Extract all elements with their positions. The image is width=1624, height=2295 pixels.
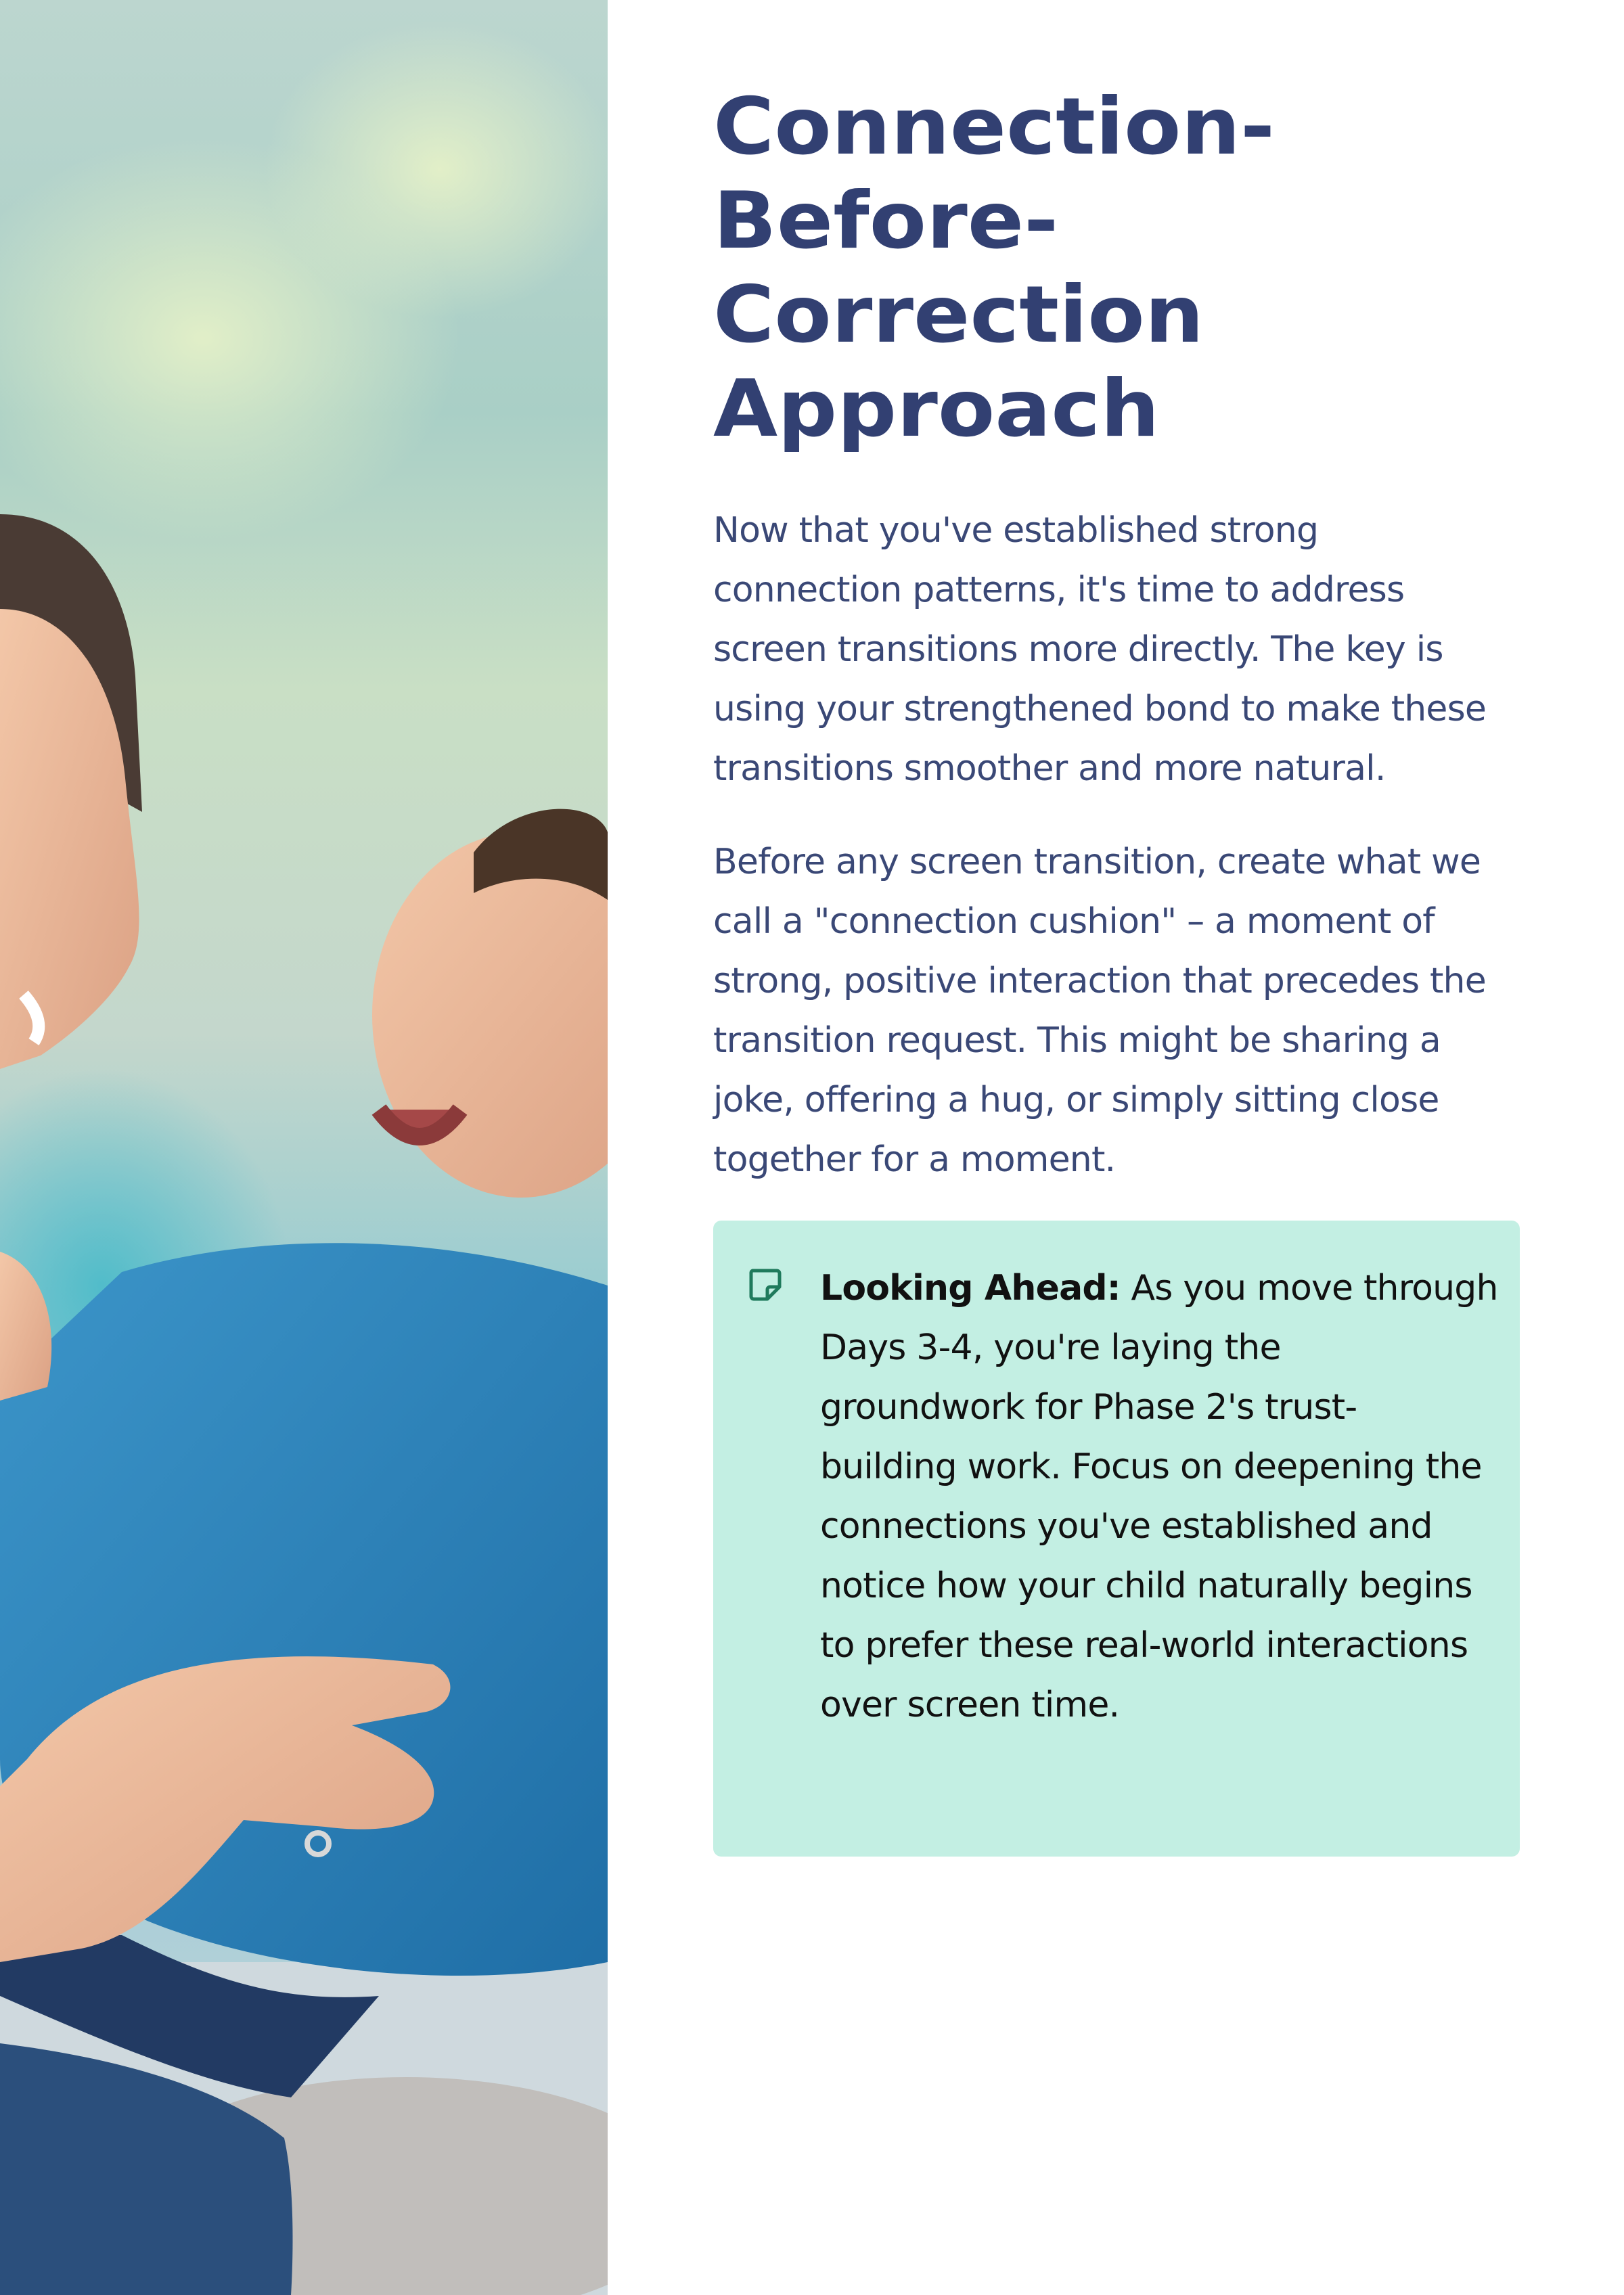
callout-line: Days 3-4, you're laying the (820, 1327, 1281, 1368)
hero-photo (0, 0, 608, 2295)
callout-line: over screen time. (820, 1685, 1120, 1725)
paragraph-line: joke, offering a hug, or simply sitting close (713, 1080, 1439, 1120)
intro-paragraph (713, 501, 1520, 798)
paragraph-line: connection patterns, it's time to address (713, 570, 1405, 610)
paragraph-line: strong, positive interaction that precedes the (713, 961, 1486, 1001)
title-line: Before- (713, 175, 1059, 267)
connection-cushion-paragraph (713, 832, 1520, 1189)
callout-first-line (820, 1258, 1504, 1318)
paragraph-line: transitions smoother and more natural. (713, 748, 1386, 789)
callout-text (820, 1258, 1504, 1735)
page-title (713, 80, 1569, 456)
looking-ahead-callout (713, 1221, 1520, 1857)
callout-line: groundwork for Phase 2's trust- (820, 1387, 1357, 1428)
paragraph-line: together for a moment. (713, 1139, 1116, 1180)
callout-line: to prefer these real-world interactions (820, 1625, 1468, 1666)
paragraph-line: using your strengthened bond to make these (713, 689, 1487, 729)
paragraph-line: call a "connection cushion" – a moment of (713, 901, 1435, 942)
callout-line: building work. Focus on deepening the (820, 1447, 1482, 1487)
title-line: Correction (713, 269, 1204, 361)
paragraph-line: Before any screen transition, create what we (713, 842, 1481, 882)
paragraph-line: transition request. This might be sharing a (713, 1020, 1441, 1061)
callout-line: connections you've established and (820, 1506, 1433, 1547)
title-line: Connection- (713, 81, 1276, 173)
content-column (713, 80, 1520, 1725)
title-line: Approach (713, 363, 1160, 455)
note-icon (747, 1267, 782, 1302)
callout-line: As you move through (1120, 1268, 1498, 1309)
paragraph-line: screen transitions more directly. The key is (713, 629, 1443, 670)
callout-line: notice how your child naturally begins (820, 1566, 1472, 1606)
mother-child-photo (0, 0, 608, 2295)
paragraph-line: Now that you've established strong (713, 510, 1319, 551)
callout-label: Looking Ahead: (820, 1268, 1121, 1309)
